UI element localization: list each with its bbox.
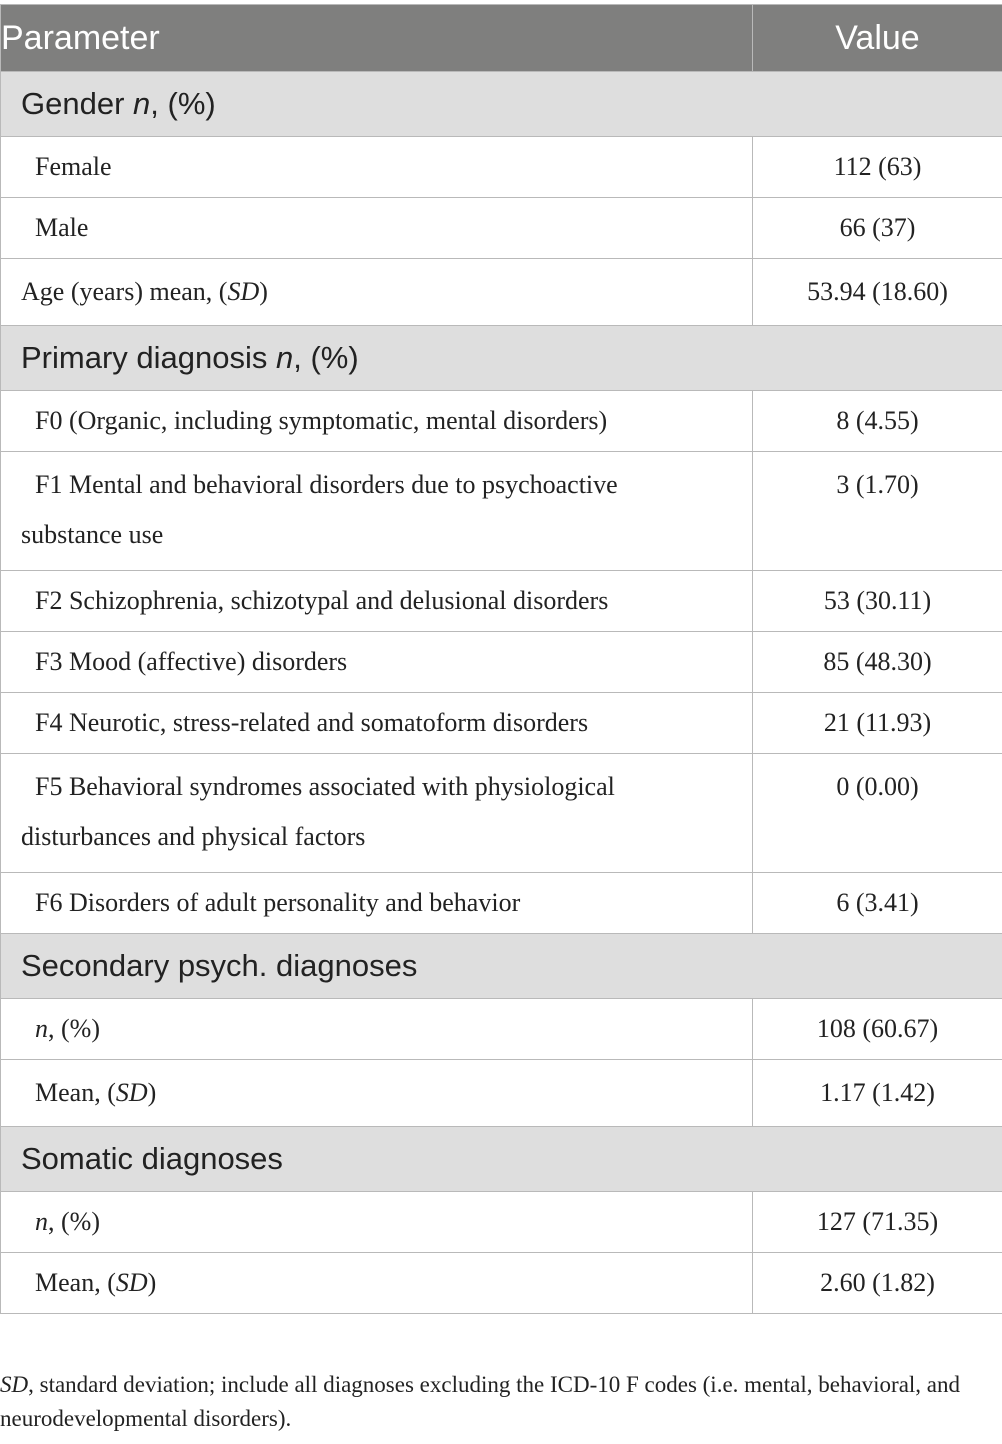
header-parameter: Parameter [1,5,753,72]
section-title: Gender n, (%) [1,72,1002,137]
section-title: Primary diagnosis n, (%) [1,326,1002,391]
row-value: 0 (0.00) [753,754,1002,873]
row-value: 1.17 (1.42) [753,1060,1002,1127]
table-row [1,1192,1002,1253]
row-label: F3 Mood (affective) disorders [1,632,753,693]
section-somatic-diagnoses [1,1127,1002,1192]
table-row [1,693,1002,754]
row-value: 127 (71.35) [753,1192,1002,1253]
row-label: Age (years) mean, (SD) [1,259,753,326]
row-value: 3 (1.70) [753,452,1002,571]
section-primary-diagnosis [1,326,1002,391]
row-value: 53.94 (18.60) [753,259,1002,326]
table-row [1,259,1002,326]
row-value: 53 (30.11) [753,571,1002,632]
row-label: F6 Disorders of adult personality and behavior [1,873,753,934]
row-label: Mean, (SD) [1,1253,753,1314]
table-row [1,632,1002,693]
row-label: n, (%) [1,1192,753,1253]
table-row [1,1060,1002,1127]
row-label: F4 Neurotic, stress-related and somatoform disorders [1,693,753,754]
row-value: 112 (63) [753,137,1002,198]
table-row [1,198,1002,259]
row-value: 2.60 (1.82) [753,1253,1002,1314]
row-label: F0 (Organic, including symptomatic, mental disorders) [1,391,753,452]
section-secondary-diagnoses [1,934,1002,999]
row-value: 85 (48.30) [753,632,1002,693]
row-value: 108 (60.67) [753,999,1002,1060]
row-value: 21 (11.93) [753,693,1002,754]
row-label: n, (%) [1,999,753,1060]
characteristics-table [0,4,1002,1314]
row-label: F5 Behavioral syndromes associated with physiological disturbances and physical factors [1,754,753,873]
table-row [1,571,1002,632]
row-label: Male [1,198,753,259]
header-row [1,5,1002,72]
header-value: Value [753,5,1002,72]
row-value: 6 (3.41) [753,873,1002,934]
table-row [1,754,1002,873]
row-value: 66 (37) [753,198,1002,259]
row-label: Mean, (SD) [1,1060,753,1127]
section-title: Secondary psych. diagnoses [1,934,1002,999]
table-row [1,999,1002,1060]
table-row [1,137,1002,198]
section-title: Somatic diagnoses [1,1127,1002,1192]
row-value: 8 (4.55) [753,391,1002,452]
table-row [1,1253,1002,1314]
table-footnote: SD, standard deviation; include all diagnoses excluding the ICD-10 F codes (i.e. mental, behavioral, and neurodevelopmental disorders). [0,1372,961,1431]
table-row [1,452,1002,571]
section-gender [1,72,1002,137]
row-label: Female [1,137,753,198]
row-label: F2 Schizophrenia, schizotypal and delusional disorders [1,571,753,632]
table-row [1,391,1002,452]
row-label: F1 Mental and behavioral disorders due to psychoactive substance use [1,452,753,571]
table-row [1,873,1002,934]
